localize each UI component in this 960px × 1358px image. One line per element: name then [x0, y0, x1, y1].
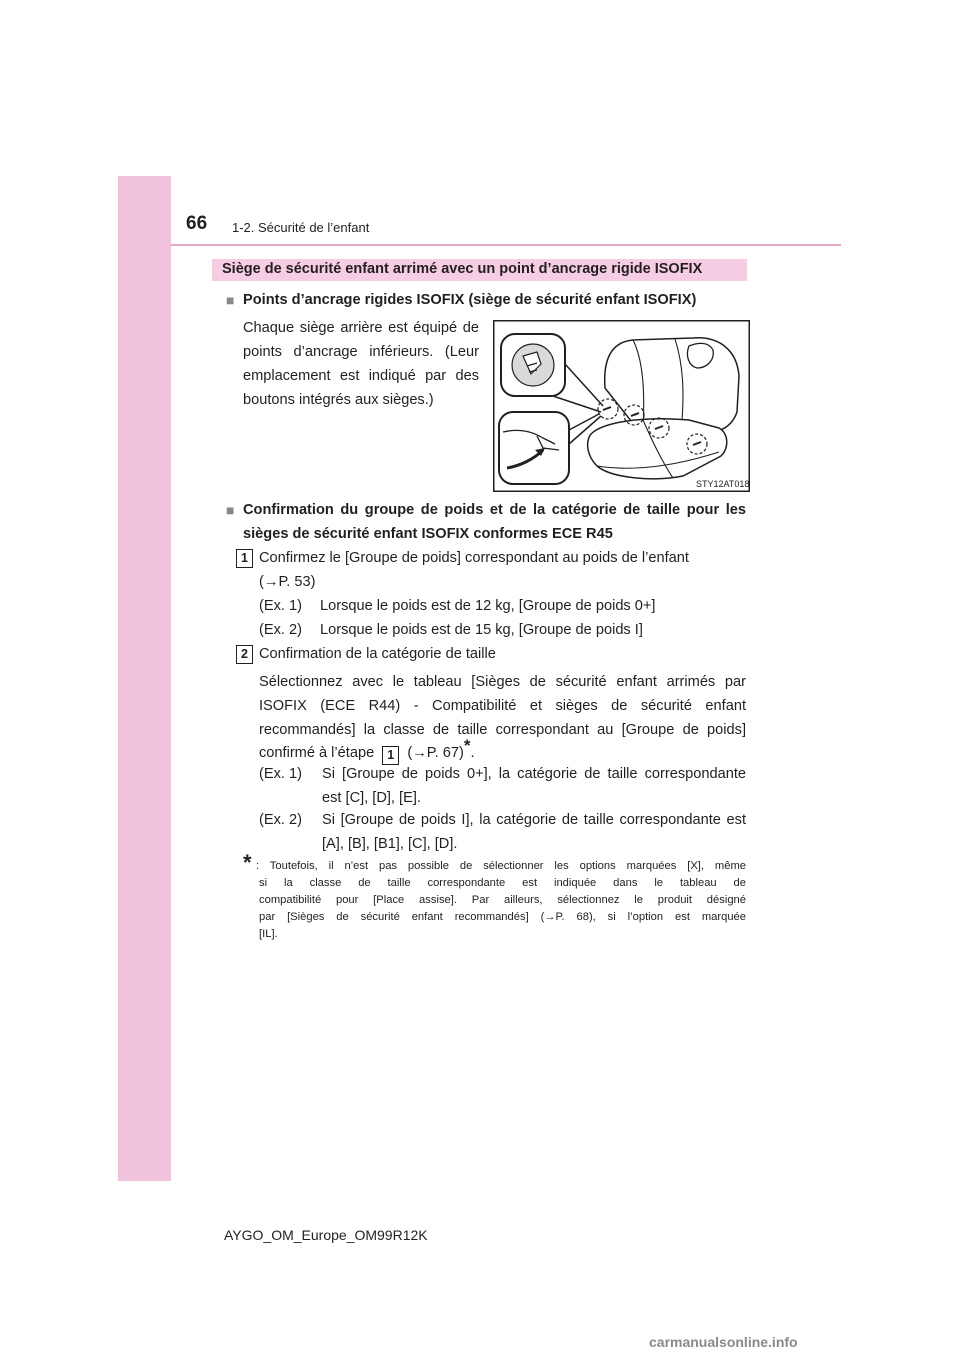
footer-doc-id: AYGO_OM_Europe_OM99R12K	[224, 1227, 428, 1243]
isofix-seat-illustration	[493, 320, 750, 492]
chapter-title: 1-2. Sécurité de l’enfant	[232, 220, 370, 235]
step1-line1: Confirmez le [Groupe de poids] correspondant au poids de l’enfant	[259, 550, 689, 566]
bullet-square-icon: ■	[226, 292, 235, 308]
section-heading-band	[212, 259, 747, 281]
step1-line2: (→P. 53)	[259, 574, 316, 590]
header-rule	[171, 244, 841, 246]
page-ref: (→P. 67)	[407, 745, 464, 761]
watermark: carmanualsonline.info	[649, 1334, 798, 1350]
step2-ex2-line1: Si [Groupe de poids I], la catégorie de taille correspondante est	[322, 812, 746, 828]
figure-code: STY12AT018	[696, 479, 750, 489]
period: .	[470, 745, 475, 761]
page-number: 66	[186, 213, 208, 234]
step2-ex1-label: (Ex. 1)	[259, 766, 302, 782]
subsection1-line: points d’ancrage inférieurs. (Leur	[243, 344, 479, 360]
step-1-badge: 1	[236, 549, 253, 568]
footnote-line: par [Sièges de sécurité enfant recommandés] (→P. 68), si l’option est marquée	[259, 911, 746, 923]
step2-body-line: Sélectionnez avec le tableau [Sièges de sécurité enfant arrimés par	[259, 674, 746, 690]
asterisk-marker: *	[463, 736, 471, 755]
chapter-sidebar-tab	[118, 176, 171, 1181]
step2-body-line: ISOFIX (ECE R44) - Compatibilité et sièges de sécurité enfant	[259, 698, 746, 714]
footnote-line: compatibilité pour [Place assise]. Par ailleurs, sélectionnez le produit désigné	[259, 894, 746, 906]
subsection1-line: boutons intégrés aux sièges.)	[243, 392, 434, 408]
step2-body-line: recommandés] la classe de taille correspondant au [Groupe de poids]	[259, 722, 746, 738]
step1-ex2-text: Lorsque le poids est de 15 kg, [Groupe de poids I]	[320, 622, 643, 638]
footnote-line: si la classe de taille correspondante est indiquée dans le tableau de	[259, 877, 746, 889]
step-2-badge: 2	[236, 645, 253, 664]
step1-ex2-label: (Ex. 2)	[259, 622, 302, 638]
step1-ex1-text: Lorsque le poids est de 12 kg, [Groupe de poids 0+]	[320, 598, 656, 614]
section-title: Siège de sécurité enfant arrimé avec un point d’ancrage rigide ISOFIX	[222, 261, 703, 277]
bullet-square-icon: ■	[226, 502, 235, 518]
step1-ex1-label: (Ex. 1)	[259, 598, 302, 614]
subsection1-line: emplacement est indiqué par des	[243, 368, 479, 384]
subsection2-title-line1: Confirmation du groupe de poids et de la catégorie de taille pour les	[243, 502, 746, 518]
step2-ex1-line2: est [C], [D], [E].	[322, 790, 421, 806]
step2-body-line4	[259, 734, 475, 765]
step2-body-text: confirmé à l’étape	[259, 745, 375, 761]
step-ref-badge: 1	[382, 746, 399, 765]
subsection2-title-line2: sièges de sécurité enfant ISOFIX conformes ECE R45	[243, 526, 613, 542]
footnote-asterisk: *	[243, 850, 252, 875]
step2-ex2-line2: [A], [B], [B1], [C], [D].	[322, 836, 458, 852]
footnote-line: : Toutefois, il n’est pas possible de sélectionner les options marquées [X], même	[256, 860, 746, 872]
step2-title: Confirmation de la catégorie de taille	[259, 646, 496, 662]
subsection1-line: Chaque siège arrière est équipé de	[243, 320, 479, 336]
step2-ex1-line1: Si [Groupe de poids 0+], la catégorie de taille correspondante	[322, 766, 746, 782]
footnote-line: [IL].	[259, 928, 278, 940]
subsection1-title: Points d’ancrage rigides ISOFIX (siège de sécurité enfant ISOFIX)	[243, 292, 697, 308]
step2-ex2-label: (Ex. 2)	[259, 812, 302, 828]
